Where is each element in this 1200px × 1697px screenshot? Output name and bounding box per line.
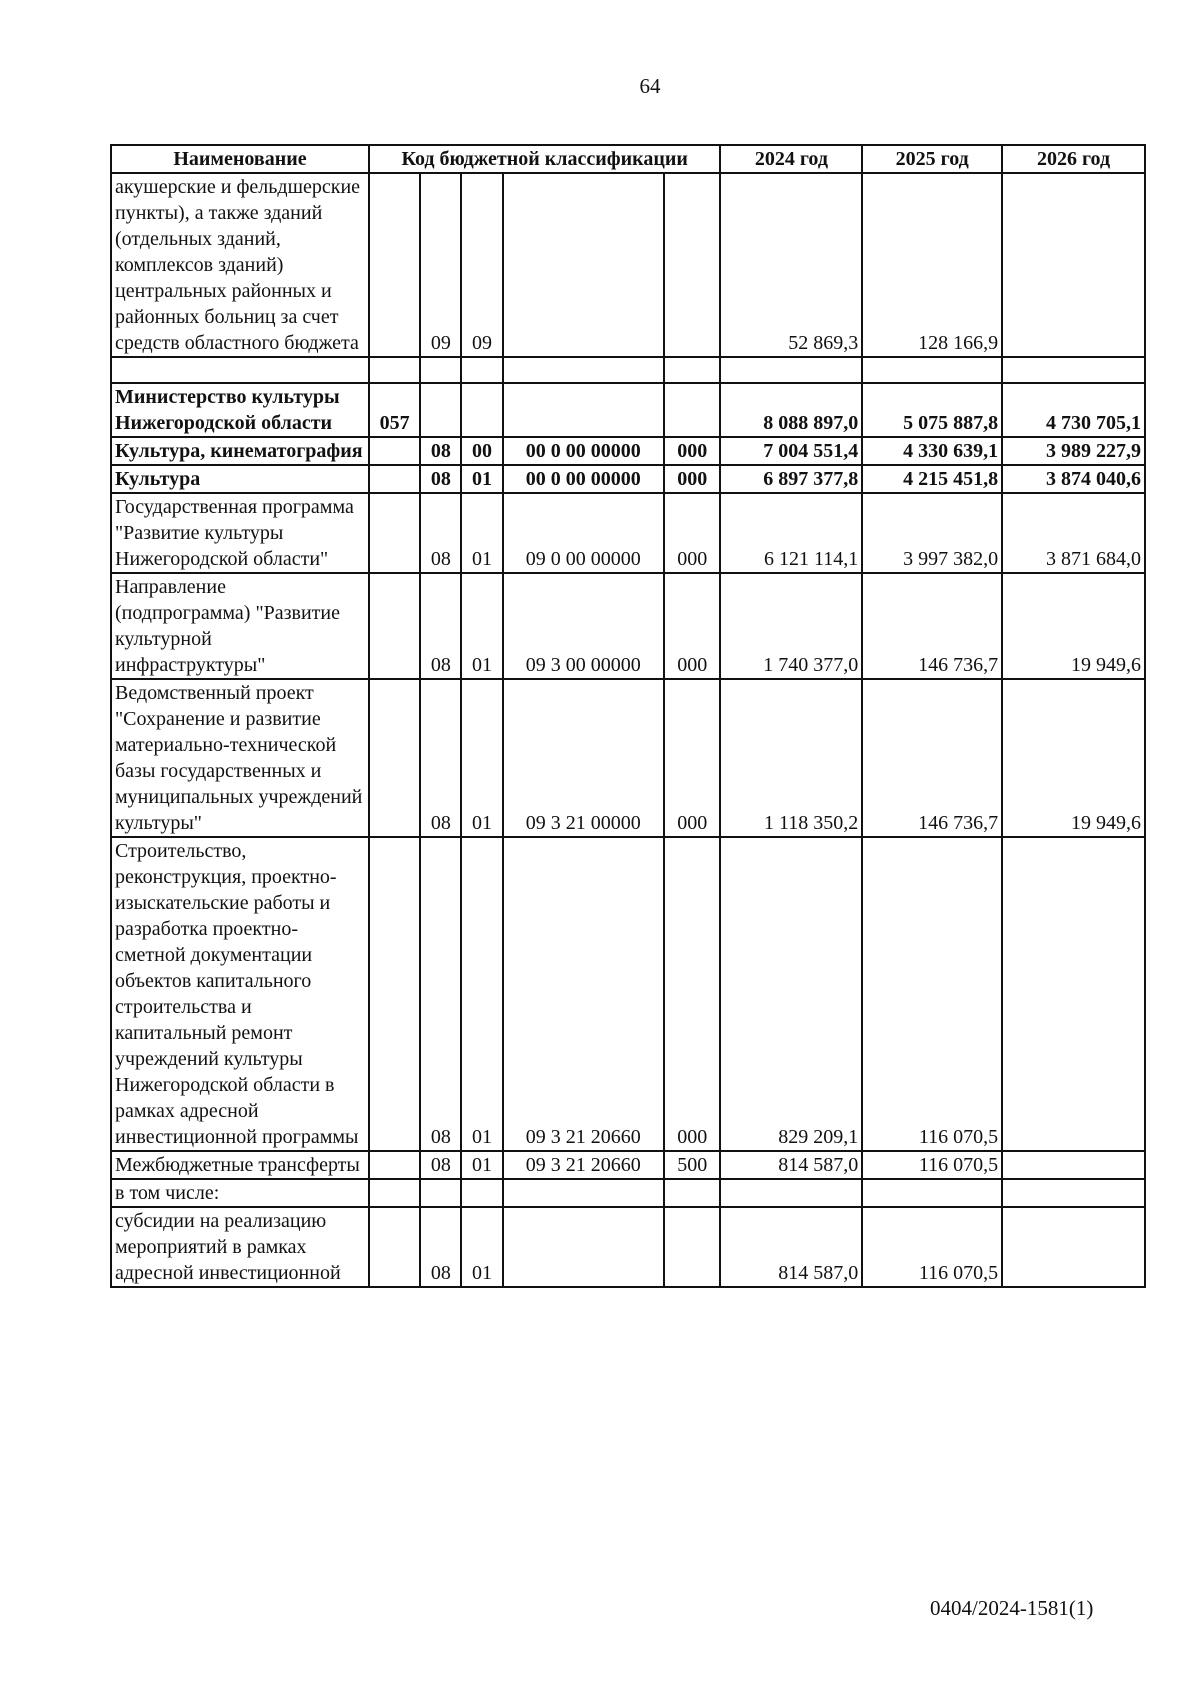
code-subsection: 09	[461, 173, 502, 357]
value-2025: 5 075 887,8	[862, 383, 1002, 437]
code-subsection: 01	[461, 837, 502, 1151]
row-name: Строительство, реконструкция, проектно-изыскательские работы и разработка проектно-сметной документации объектов капитального строительства и капитальный ремонт учреждений культуры Нижегородской области в рамках адресной инвестиционной программы	[111, 837, 369, 1151]
value-2024	[720, 1179, 862, 1207]
code-section: 08	[420, 573, 461, 679]
table-row-empty	[111, 357, 1145, 383]
row-name: субсидии на реализацию мероприятий в рамках адресной инвестиционной	[111, 1207, 369, 1287]
value-2024: 814 587,0	[720, 1207, 862, 1287]
value-2026: 19 949,6	[1002, 679, 1145, 837]
page-number: 64	[639, 74, 661, 98]
table-row	[111, 383, 1145, 437]
value-2024	[720, 357, 862, 383]
code-section: 08	[420, 1207, 461, 1287]
code-section: 08	[420, 437, 461, 465]
code-expense-type: 000	[664, 465, 721, 493]
code-admin	[369, 1179, 420, 1207]
value-2024: 1 118 350,2	[720, 679, 862, 837]
code-target: 09 0 00 00000	[503, 493, 664, 573]
code-expense-type	[664, 357, 721, 383]
value-2026: 19 949,6	[1002, 573, 1145, 679]
code-target: 09 3 00 00000	[503, 573, 664, 679]
value-2026: 3 874 040,6	[1002, 465, 1145, 493]
code-expense-type	[664, 1207, 721, 1287]
code-subsection: 01	[461, 465, 502, 493]
row-name: Межбюджетные трансферты	[111, 1151, 369, 1179]
code-target	[503, 173, 664, 357]
document-code: 0404/2024-1581(1)	[930, 1596, 1094, 1620]
value-2026	[1002, 173, 1145, 357]
table-row	[111, 493, 1145, 573]
code-target: 00 0 00 00000	[503, 437, 664, 465]
code-target	[503, 383, 664, 437]
value-2025	[862, 1179, 1002, 1207]
code-target	[503, 1207, 664, 1287]
code-target: 09 3 21 20660	[503, 1151, 664, 1179]
row-name: Культура, кинематография	[111, 437, 369, 465]
header-name: Наименование	[111, 145, 369, 173]
value-2026: 4 730 705,1	[1002, 383, 1145, 437]
value-2025: 3 997 382,0	[862, 493, 1002, 573]
code-subsection: 01	[461, 679, 502, 837]
code-admin	[369, 1207, 420, 1287]
code-expense-type: 000	[664, 837, 721, 1151]
code-subsection	[461, 383, 502, 437]
value-2024: 1 740 377,0	[720, 573, 862, 679]
row-name: Министерство культуры Нижегородской области	[111, 383, 369, 437]
code-admin	[369, 465, 420, 493]
table-row	[111, 1179, 1145, 1207]
code-subsection: 00	[461, 437, 502, 465]
code-section	[420, 1179, 461, 1207]
code-admin	[369, 493, 420, 573]
value-2026	[1002, 1179, 1145, 1207]
value-2024: 7 004 551,4	[720, 437, 862, 465]
code-admin: 057	[369, 383, 420, 437]
row-name: акушерские и фельдшерские пункты), а также зданий (отдельных зданий, комплексов зданий) центральных районных и районных больниц за счет средств областного бюджета	[111, 173, 369, 357]
value-2024: 829 209,1	[720, 837, 862, 1151]
value-2026	[1002, 837, 1145, 1151]
code-section: 08	[420, 837, 461, 1151]
code-admin	[369, 837, 420, 1151]
row-name	[111, 357, 369, 383]
value-2024: 8 088 897,0	[720, 383, 862, 437]
code-admin	[369, 357, 420, 383]
value-2025: 146 736,7	[862, 573, 1002, 679]
value-2025: 146 736,7	[862, 679, 1002, 837]
row-name: Государственная программа "Развитие культуры Нижегородской области"	[111, 493, 369, 573]
code-subsection: 01	[461, 1207, 502, 1287]
value-2024: 6 121 114,1	[720, 493, 862, 573]
code-subsection: 01	[461, 573, 502, 679]
code-expense-type: 000	[664, 437, 721, 465]
code-admin	[369, 437, 420, 465]
code-admin	[369, 679, 420, 837]
code-expense-type: 000	[664, 679, 721, 837]
code-section: 09	[420, 173, 461, 357]
code-subsection	[461, 1179, 502, 1207]
code-target	[503, 1179, 664, 1207]
header-2024: 2024 год	[720, 145, 862, 173]
value-2024: 6 897 377,8	[720, 465, 862, 493]
header-2026: 2026 год	[1002, 145, 1145, 173]
code-subsection: 01	[461, 1151, 502, 1179]
value-2024: 814 587,0	[720, 1151, 862, 1179]
row-name: Направление (подпрограмма) "Развитие культурной инфраструктуры"	[111, 573, 369, 679]
code-admin	[369, 173, 420, 357]
code-section: 08	[420, 1151, 461, 1179]
code-target: 09 3 21 00000	[503, 679, 664, 837]
table-row	[111, 837, 1145, 1151]
code-target: 09 3 21 20660	[503, 837, 664, 1151]
table-row	[111, 465, 1145, 493]
row-name: в том числе:	[111, 1179, 369, 1207]
value-2026	[1002, 357, 1145, 383]
row-name: Ведомственный проект "Сохранение и развитие материально-технической базы государственных и муниципальных учреждений культуры"	[111, 679, 369, 837]
code-expense-type: 000	[664, 493, 721, 573]
code-expense-type: 000	[664, 573, 721, 679]
value-2025: 4 330 639,1	[862, 437, 1002, 465]
table-row	[111, 1207, 1145, 1287]
code-section: 08	[420, 679, 461, 837]
row-name: Культура	[111, 465, 369, 493]
header-2025: 2025 год	[862, 145, 1002, 173]
budget-table	[110, 144, 1146, 1288]
value-2025: 128 166,9	[862, 173, 1002, 357]
code-expense-type	[664, 1179, 721, 1207]
table-row	[111, 437, 1145, 465]
code-expense-type: 500	[664, 1151, 721, 1179]
table-row	[111, 573, 1145, 679]
value-2026	[1002, 1207, 1145, 1287]
value-2025: 4 215 451,8	[862, 465, 1002, 493]
table-header-row	[111, 145, 1145, 173]
value-2026: 3 871 684,0	[1002, 493, 1145, 573]
value-2025: 116 070,5	[862, 1151, 1002, 1179]
value-2024: 52 869,3	[720, 173, 862, 357]
code-section	[420, 383, 461, 437]
value-2026	[1002, 1151, 1145, 1179]
value-2025	[862, 357, 1002, 383]
code-subsection: 01	[461, 493, 502, 573]
code-admin	[369, 1151, 420, 1179]
table-row	[111, 1151, 1145, 1179]
code-expense-type	[664, 383, 721, 437]
value-2025: 116 070,5	[862, 1207, 1002, 1287]
code-expense-type	[664, 173, 721, 357]
code-target: 00 0 00 00000	[503, 465, 664, 493]
table-row	[111, 679, 1145, 837]
code-section: 08	[420, 465, 461, 493]
header-code: Код бюджетной классификации	[369, 145, 721, 173]
code-section	[420, 357, 461, 383]
code-section: 08	[420, 493, 461, 573]
value-2026: 3 989 227,9	[1002, 437, 1145, 465]
table-row	[111, 173, 1145, 357]
value-2025: 116 070,5	[862, 837, 1002, 1151]
code-admin	[369, 573, 420, 679]
code-subsection	[461, 357, 502, 383]
code-target	[503, 357, 664, 383]
